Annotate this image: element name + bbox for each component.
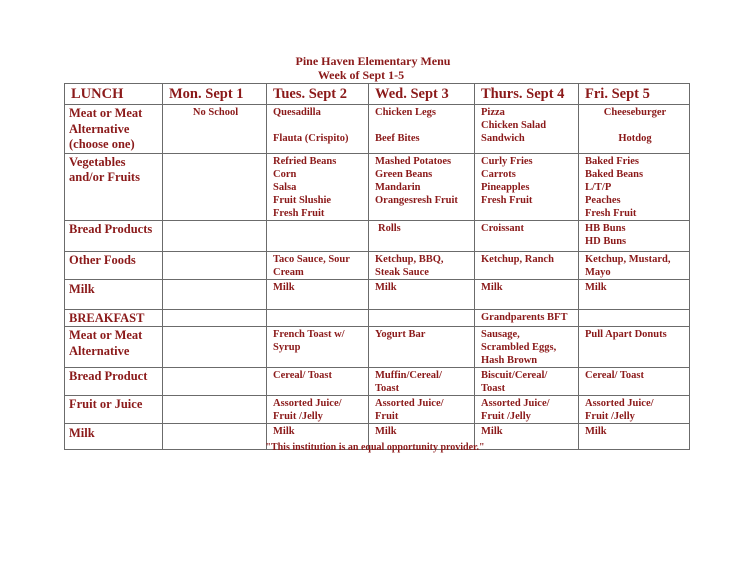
menu-cell — [475, 220, 579, 251]
menu-item: Milk — [481, 281, 503, 293]
menu-item: Cheeseburger — [603, 107, 667, 118]
menu-cell — [267, 153, 369, 220]
menu-item: Milk — [585, 281, 607, 293]
menu-item: Fruit — [375, 411, 399, 422]
menu-item: Green Beans — [375, 168, 433, 180]
menu-cell — [579, 396, 690, 424]
menu-item: Fruit Slushie — [273, 194, 332, 206]
menu-item: Milk — [481, 426, 503, 437]
menu-item: Ketchup, Ranch — [481, 253, 554, 265]
menu-item: Milk — [585, 426, 607, 437]
grandparents-note: Grandparents BFT — [481, 311, 568, 323]
menu-item: Fruit /Jelly — [273, 411, 323, 422]
menu-cell — [267, 396, 369, 424]
menu-item: Sausage, — [481, 329, 520, 340]
row-label: Bread Product — [65, 368, 163, 396]
lunch-bread-row — [65, 220, 690, 251]
menu-item: Quesadilla — [273, 107, 321, 118]
menu-item: Curly Fries — [481, 155, 533, 167]
menu-item: Pizza — [481, 107, 505, 118]
menu-item: HB Buns — [585, 222, 626, 234]
menu-cell — [267, 279, 369, 309]
menu-item: Taco Sauce, Sour — [273, 253, 350, 265]
menu-cell — [579, 309, 690, 327]
menu-cell — [267, 368, 369, 396]
menu-cell — [369, 396, 475, 424]
row-label: Meat or Meat Alternative — [65, 327, 163, 368]
row-label: Bread Products — [65, 220, 163, 251]
lunch-veg-row — [65, 153, 690, 220]
menu-cell — [579, 220, 690, 251]
menu-item: Flauta (Crispito) — [273, 133, 349, 144]
menu-item: Fruit /Jelly — [481, 411, 531, 422]
menu-table — [64, 83, 690, 450]
menu-item: Milk — [375, 426, 397, 437]
menu-item: Yogurt Bar — [375, 329, 426, 340]
menu-cell — [267, 251, 369, 279]
menu-item: Pull Apart Donuts — [585, 329, 667, 340]
menu-cell — [163, 396, 267, 424]
menu-item: L/T/P — [585, 181, 612, 193]
menu-cell — [475, 327, 579, 368]
menu-item: No School — [192, 107, 239, 118]
menu-cell — [475, 153, 579, 220]
menu-item: Assorted Juice/ — [273, 398, 342, 409]
menu-item: Milk — [273, 426, 295, 437]
row-label: Milk — [65, 279, 163, 309]
menu-item: Cereal/ Toast — [585, 370, 645, 381]
menu-item: Peaches — [585, 194, 621, 206]
menu-item: Fresh Fruit — [273, 207, 325, 219]
row-label: Milk — [65, 424, 163, 450]
menu-item: Ketchup, Mustard, — [585, 253, 671, 265]
menu-item: Refried Beans — [273, 155, 337, 167]
menu-item: Carrots — [481, 168, 516, 180]
menu-item: Hotdog — [618, 133, 652, 144]
menu-cell — [163, 309, 267, 327]
day-header-tue: Tues. Sept 2 — [267, 84, 369, 105]
menu-cell — [163, 327, 267, 368]
menu-title: Pine Haven Elementary Menu — [295, 54, 451, 68]
day-header-fri: Fri. Sept 5 — [579, 84, 690, 105]
menu-cell — [579, 105, 690, 154]
menu-cell — [475, 396, 579, 424]
menu-cell — [475, 105, 579, 154]
menu-item: Baked Beans — [585, 168, 644, 180]
menu-cell — [369, 368, 475, 396]
menu-item: Fruit /Jelly — [585, 411, 635, 422]
menu-item: Salsa — [273, 181, 297, 193]
menu-item: Mayo — [585, 266, 611, 278]
row-label: Meat or Meat Alternative (choose one) — [65, 105, 163, 154]
menu-item: Fresh Fruit — [481, 194, 533, 206]
menu-cell — [163, 279, 267, 309]
menu-item: HD Buns — [585, 235, 627, 247]
menu-cell — [369, 251, 475, 279]
menu-cell — [475, 251, 579, 279]
breakfast-meat-row — [65, 327, 690, 368]
menu-cell — [163, 251, 267, 279]
menu-item: Muffin/Cereal/ — [375, 370, 442, 381]
menu-cell — [369, 153, 475, 220]
menu-item: Toast — [481, 383, 506, 394]
day-header-wed: Wed. Sept 3 — [369, 84, 475, 105]
menu-week: Week of Sept 1-5 — [317, 68, 405, 82]
menu-item: Corn — [273, 168, 297, 180]
menu-item: Baked Fries — [585, 155, 639, 167]
breakfast-fruit-row — [65, 396, 690, 424]
menu-item: Orangesresh Fruit — [375, 194, 458, 206]
day-header-mon: Mon. Sept 1 — [163, 84, 267, 105]
menu-item: Hash Brown — [481, 355, 538, 366]
menu-item: Biscuit/Cereal/ — [481, 370, 548, 381]
breakfast-header-row — [65, 309, 690, 327]
menu-item: Sandwich — [481, 133, 525, 144]
menu-item: Assorted Juice/ — [481, 398, 550, 409]
menu-cell — [475, 279, 579, 309]
menu-cell — [267, 105, 369, 154]
menu-item: Chicken Salad — [481, 120, 547, 131]
menu-cell — [579, 153, 690, 220]
menu-cell — [163, 220, 267, 251]
menu-cell — [163, 153, 267, 220]
day-header-thu: Thurs. Sept 4 — [475, 84, 579, 105]
lunch-heading: LUNCH — [65, 84, 163, 105]
menu-item: Mashed Potatoes — [375, 155, 452, 167]
menu-cell — [579, 251, 690, 279]
menu-cell — [163, 105, 267, 154]
menu-cell — [579, 368, 690, 396]
menu-cell — [267, 327, 369, 368]
lunch-milk-row — [65, 279, 690, 309]
menu-item: Fresh Fruit — [585, 207, 637, 219]
menu-cell — [267, 309, 369, 327]
menu-cell — [475, 309, 579, 327]
menu-item: Toast — [375, 383, 400, 394]
lunch-other-row — [65, 251, 690, 279]
menu-item: Cereal/ Toast — [273, 370, 333, 381]
menu-item: Croissant — [481, 222, 524, 234]
menu-cell — [579, 279, 690, 309]
row-label: Fruit or Juice — [65, 396, 163, 424]
menu-item: French Toast w/ — [273, 329, 345, 340]
menu-item: Beef Bites — [375, 133, 420, 144]
header-row — [65, 84, 690, 105]
menu-cell — [369, 105, 475, 154]
breakfast-heading: BREAKFAST — [65, 309, 163, 327]
menu-item: Rolls — [378, 222, 401, 234]
menu-item: Assorted Juice/ — [585, 398, 654, 409]
menu-cell — [369, 220, 475, 251]
menu-cell — [369, 327, 475, 368]
menu-item: Pineapples — [481, 181, 530, 193]
menu-cell — [163, 368, 267, 396]
row-label: Other Foods — [65, 251, 163, 279]
menu-cell — [369, 309, 475, 327]
menu-item: Assorted Juice/ — [375, 398, 444, 409]
menu-cell — [267, 220, 369, 251]
menu-item: Ketchup, BBQ, — [375, 253, 444, 265]
menu-item: Milk — [273, 281, 295, 293]
breakfast-bread-row — [65, 368, 690, 396]
menu-item: Syrup — [273, 342, 301, 353]
menu-item: Scrambled Eggs, — [481, 342, 557, 353]
equal-opportunity-footer: "This institution is an equal opportunity provider." — [265, 442, 485, 453]
menu-cell — [369, 279, 475, 309]
lunch-meat-row — [65, 105, 690, 154]
menu-item: Mandarin — [375, 181, 421, 193]
menu-item: Cream — [273, 266, 304, 278]
menu-item: Steak Sauce — [375, 266, 429, 278]
menu-cell — [579, 327, 690, 368]
menu-cell — [475, 368, 579, 396]
row-label: Vegetables and/or Fruits — [65, 153, 163, 220]
menu-item: Milk — [375, 281, 397, 293]
menu-item: Chicken Legs — [375, 107, 436, 118]
